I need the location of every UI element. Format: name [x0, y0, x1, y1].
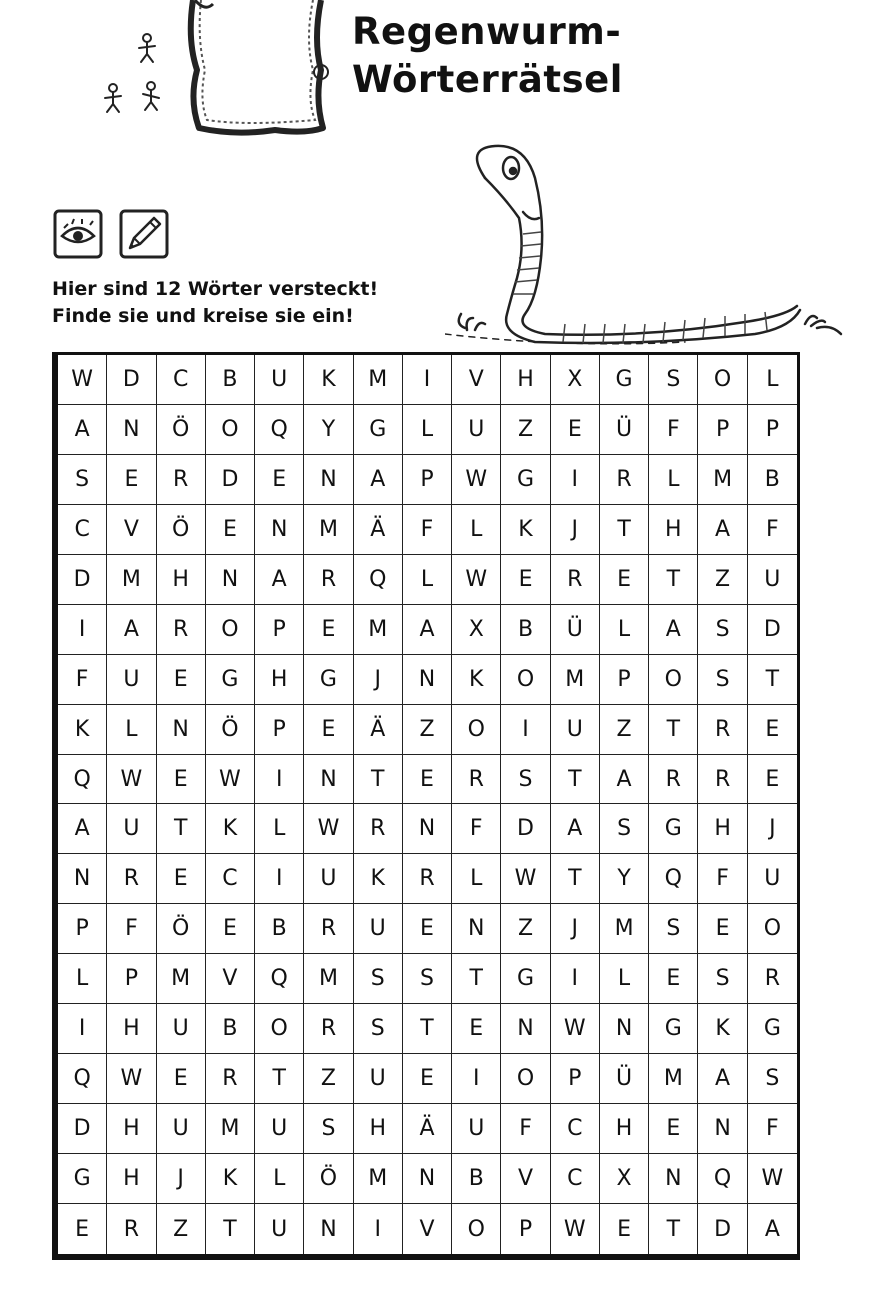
grid-cell[interactable]: T [206, 1204, 255, 1254]
grid-cell[interactable]: R [600, 455, 649, 505]
earthworm-illustration [445, 138, 845, 348]
grid-cell[interactable]: A [551, 804, 600, 854]
grid-cell[interactable]: P [255, 705, 304, 755]
eye-icon [52, 208, 104, 260]
grid-cell[interactable]: J [748, 804, 797, 854]
grid-cell[interactable]: P [403, 455, 452, 505]
grid-cell[interactable]: A [255, 555, 304, 605]
grid-cell[interactable]: A [58, 405, 107, 455]
grid-cell[interactable]: S [748, 1054, 797, 1104]
title-line-2: Wörterrätsel [352, 58, 623, 101]
grid-cell[interactable]: P [255, 605, 304, 655]
grid-cell[interactable]: T [649, 1204, 698, 1254]
grid-cell[interactable]: I [501, 705, 550, 755]
grid-cell[interactable]: J [551, 904, 600, 954]
grid-cell[interactable]: F [452, 804, 501, 854]
grid-cell[interactable]: C [551, 1154, 600, 1204]
grid-cell[interactable]: O [206, 405, 255, 455]
grid-cell[interactable]: V [452, 355, 501, 405]
grid-cell[interactable]: Q [58, 755, 107, 805]
letter-grid [58, 355, 797, 1254]
grid-cell[interactable]: E [600, 1204, 649, 1254]
grid-cell[interactable]: I [452, 1054, 501, 1104]
grid-cell[interactable]: H [698, 804, 747, 854]
grid-cell[interactable]: Ü [600, 1054, 649, 1104]
grid-cell[interactable]: R [452, 755, 501, 805]
grid-cell[interactable]: O [452, 705, 501, 755]
stick-figures-illustration [95, 30, 175, 120]
grid-cell[interactable]: U [748, 854, 797, 904]
grid-cell[interactable]: X [600, 1154, 649, 1204]
grid-cell[interactable]: K [354, 854, 403, 904]
grid-cell[interactable]: A [600, 755, 649, 805]
grid-cell[interactable]: B [206, 1004, 255, 1054]
grid-cell[interactable]: E [157, 1054, 206, 1104]
grid-cell[interactable]: U [748, 555, 797, 605]
grid-cell[interactable]: R [551, 555, 600, 605]
grid-cell[interactable]: U [107, 655, 156, 705]
grid-cell[interactable]: S [403, 954, 452, 1004]
grid-cell[interactable]: Z [304, 1054, 353, 1104]
grid-cell[interactable]: F [58, 655, 107, 705]
word-search-grid [52, 352, 800, 1260]
grid-cell[interactable]: T [551, 755, 600, 805]
grid-cell[interactable]: O [452, 1204, 501, 1254]
grid-cell[interactable]: T [649, 705, 698, 755]
grid-cell[interactable]: E [255, 455, 304, 505]
grid-cell[interactable]: W [551, 1204, 600, 1254]
grid-cell[interactable]: U [157, 1004, 206, 1054]
grid-cell[interactable]: L [403, 555, 452, 605]
grid-cell[interactable]: K [698, 1004, 747, 1054]
grid-cell[interactable]: P [58, 904, 107, 954]
grid-cell[interactable]: K [58, 705, 107, 755]
grid-cell[interactable]: G [501, 455, 550, 505]
grid-cell[interactable]: G [649, 804, 698, 854]
grid-cell[interactable]: G [304, 655, 353, 705]
grid-cell[interactable]: W [501, 854, 550, 904]
grid-cell[interactable]: R [304, 1004, 353, 1054]
grid-cell[interactable]: H [107, 1004, 156, 1054]
grid-cell[interactable]: Ä [354, 705, 403, 755]
grid-cell[interactable]: U [452, 405, 501, 455]
grid-cell[interactable]: I [255, 755, 304, 805]
grid-cell[interactable]: W [107, 755, 156, 805]
grid-cell[interactable]: Ä [403, 1104, 452, 1154]
grid-cell[interactable]: R [304, 904, 353, 954]
grid-cell[interactable]: O [206, 605, 255, 655]
grid-cell[interactable]: E [107, 455, 156, 505]
grid-cell[interactable]: A [764, 1216, 780, 1242]
grid-cell[interactable]: B [255, 904, 304, 954]
grid-cell[interactable]: K [304, 355, 353, 405]
grid-cell[interactable]: R [649, 755, 698, 805]
grid-cell[interactable]: N [157, 705, 206, 755]
grid-cell[interactable]: O [698, 355, 747, 405]
grid-cell[interactable]: A [107, 605, 156, 655]
grid-cell[interactable]: T [255, 1054, 304, 1104]
grid-cell[interactable]: H [255, 655, 304, 705]
grid-cell[interactable]: M [354, 355, 403, 405]
grid-cell[interactable]: V [107, 505, 156, 555]
grid-cell[interactable]: Q [255, 954, 304, 1004]
grid-cell[interactable]: V [403, 1204, 452, 1254]
grid-cell[interactable]: D [501, 804, 550, 854]
grid-cell[interactable]: S [649, 355, 698, 405]
grid-cell[interactable]: L [600, 954, 649, 1004]
grid-cell[interactable]: E [649, 954, 698, 1004]
grid-cell[interactable]: I [551, 455, 600, 505]
grid-cell[interactable]: S [58, 455, 107, 505]
grid-cell[interactable]: C [206, 854, 255, 904]
grid-cell[interactable]: K [452, 655, 501, 705]
grid-cell[interactable]: P [698, 405, 747, 455]
grid-cell[interactable]: Ö [157, 405, 206, 455]
grid-cell[interactable]: K [206, 804, 255, 854]
grid-cell[interactable]: G [600, 355, 649, 405]
instruction-line-2: Finde sie und kreise sie ein! [52, 305, 354, 327]
grid-cell[interactable]: E [403, 904, 452, 954]
grid-cell[interactable]: L [403, 405, 452, 455]
grid-cell[interactable]: Ö [304, 1154, 353, 1204]
decorative-frame-illustration [175, 0, 335, 140]
grid-cell[interactable]: O [501, 1054, 550, 1104]
grid-cell[interactable]: D [107, 355, 156, 405]
grid-cell[interactable]: M [107, 555, 156, 605]
grid-cell[interactable]: B [501, 605, 550, 655]
grid-cell[interactable]: M [551, 655, 600, 705]
grid-cell[interactable]: E [206, 904, 255, 954]
grid-cell[interactable]: T [403, 1004, 452, 1054]
grid-cell[interactable]: U [551, 705, 600, 755]
grid-cell[interactable]: J [157, 1154, 206, 1204]
grid-cell[interactable]: Q [698, 1154, 747, 1204]
grid-cell[interactable]: Z [501, 405, 550, 455]
grid-cell[interactable]: M [304, 954, 353, 1004]
grid-cell[interactable]: E [452, 1004, 501, 1054]
worksheet-title [352, 8, 623, 104]
grid-cell[interactable]: E [501, 555, 550, 605]
grid-cell[interactable]: Z [403, 705, 452, 755]
grid-cell[interactable]: E [157, 854, 206, 904]
grid-cell[interactable]: J [354, 655, 403, 705]
grid-cell[interactable]: F [748, 505, 797, 555]
grid-cell[interactable]: Ü [551, 605, 600, 655]
grid-cell[interactable]: Ö [157, 904, 206, 954]
grid-cell[interactable]: E [600, 555, 649, 605]
grid-cell[interactable]: O [501, 655, 550, 705]
grid-cell[interactable]: T [649, 555, 698, 605]
grid-cell[interactable]: F [649, 405, 698, 455]
pencil-icon [118, 208, 170, 260]
grid-cell[interactable]: S [649, 904, 698, 954]
grid-cell[interactable]: E [403, 755, 452, 805]
grid-cell[interactable]: F [403, 505, 452, 555]
grid-cell[interactable]: D [58, 1104, 107, 1154]
grid-cell[interactable]: B [452, 1154, 501, 1204]
grid-cell[interactable]: Ö [206, 705, 255, 755]
grid-cell[interactable]: H [354, 1104, 403, 1154]
grid-cell[interactable]: G [501, 954, 550, 1004]
grid-cell[interactable]: T [551, 854, 600, 904]
grid-cell[interactable]: H [107, 1104, 156, 1154]
grid-cell[interactable]: Q [255, 405, 304, 455]
grid-cell[interactable]: Q [649, 854, 698, 904]
grid-cell[interactable]: N [403, 655, 452, 705]
grid-cell[interactable]: R [304, 555, 353, 605]
grid-cell[interactable]: V [206, 954, 255, 1004]
grid-cell[interactable]: J [551, 505, 600, 555]
grid-cell[interactable]: G [649, 1004, 698, 1054]
grid-cell[interactable]: O [649, 655, 698, 705]
grid-cell[interactable]: Z [698, 555, 747, 605]
grid-cell[interactable]: N [452, 904, 501, 954]
grid-cell[interactable]: W [551, 1004, 600, 1054]
grid-cell[interactable]: P [748, 405, 797, 455]
grid-cell[interactable]: S [698, 655, 747, 705]
grid-cell[interactable]: T [748, 655, 797, 705]
grid-cell[interactable]: N [304, 455, 353, 505]
grid-cell[interactable]: X [452, 605, 501, 655]
grid-cell[interactable]: F [501, 1104, 550, 1154]
grid-cell[interactable]: W [748, 1154, 797, 1204]
grid-cell[interactable]: H [600, 1104, 649, 1154]
grid-cell[interactable]: S [600, 804, 649, 854]
grid-cell[interactable]: E [698, 904, 747, 954]
grid-cell[interactable]: S [354, 1004, 403, 1054]
instructions [52, 276, 378, 330]
grid-cell[interactable]: E [304, 605, 353, 655]
grid-cell[interactable]: N [649, 1154, 698, 1204]
grid-cell[interactable]: E [403, 1054, 452, 1104]
grid-cell[interactable]: P [501, 1204, 550, 1254]
grid-cell[interactable]: F [698, 854, 747, 904]
grid-cell[interactable]: B [748, 455, 797, 505]
grid-cell[interactable]: E [206, 505, 255, 555]
grid-cell[interactable]: C [551, 1104, 600, 1154]
grid-cell[interactable]: N [304, 755, 353, 805]
grid-cell[interactable]: R [403, 854, 452, 904]
grid-cell[interactable]: I [255, 854, 304, 904]
grid-cell[interactable]: U [107, 804, 156, 854]
grid-cell[interactable]: A [354, 455, 403, 505]
grid-cell[interactable]: R [206, 1054, 255, 1104]
grid-cell[interactable]: U [354, 1054, 403, 1104]
grid-cell[interactable]: N [255, 505, 304, 555]
grid-cell[interactable]: E [157, 755, 206, 805]
grid-cell[interactable]: T [600, 505, 649, 555]
grid-cell[interactable]: L [452, 854, 501, 904]
grid-cell[interactable]: N [107, 405, 156, 455]
grid-cell[interactable]: U [255, 355, 304, 405]
grid-cell[interactable]: Z [600, 705, 649, 755]
grid-cell[interactable]: R [157, 455, 206, 505]
grid-cell[interactable]: A [403, 605, 452, 655]
grid-cell[interactable]: S [501, 755, 550, 805]
grid-cell[interactable]: T [452, 954, 501, 1004]
grid-cell[interactable]: L [600, 605, 649, 655]
grid-cell[interactable]: R [107, 1204, 156, 1254]
grid-cell[interactable]: E [649, 1104, 698, 1154]
grid-cell[interactable]: W [452, 455, 501, 505]
grid-cell[interactable]: E [748, 705, 797, 755]
grid-cell[interactable]: R [748, 954, 797, 1004]
grid-cell[interactable]: M [354, 605, 403, 655]
grid-cell[interactable]: L [748, 355, 797, 405]
grid-cell[interactable]: V [501, 1154, 550, 1204]
grid-cell[interactable]: A [58, 804, 107, 854]
grid-cell[interactable]: W [58, 355, 107, 405]
grid-cell[interactable]: R [157, 605, 206, 655]
grid-cell[interactable]: A [698, 505, 747, 555]
grid-cell[interactable]: P [107, 954, 156, 1004]
grid-cell[interactable]: D [698, 1204, 747, 1254]
grid-cell[interactable]: N [600, 1004, 649, 1054]
grid-cell[interactable]: R [107, 854, 156, 904]
grid-cell[interactable]: M [304, 505, 353, 555]
grid-cell[interactable]: U [452, 1104, 501, 1154]
grid-cell[interactable]: C [157, 355, 206, 405]
grid-cell[interactable]: I [403, 355, 452, 405]
grid-cell[interactable]: N [698, 1104, 747, 1154]
grid-cell[interactable]: Z [157, 1204, 206, 1254]
grid-cell[interactable]: G [58, 1154, 107, 1204]
grid-cell[interactable]: P [600, 655, 649, 705]
grid-cell[interactable]: D [58, 555, 107, 605]
grid-cell[interactable]: S [698, 954, 747, 1004]
grid-cell[interactable]: E [551, 405, 600, 455]
grid-cell[interactable]: G [354, 405, 403, 455]
grid-cell[interactable]: X [551, 355, 600, 405]
grid-cell[interactable]: H [157, 555, 206, 605]
grid-cell[interactable]: N [403, 1154, 452, 1204]
grid-cell[interactable]: Ä [354, 505, 403, 555]
grid-cell[interactable]: R [698, 755, 747, 805]
grid-cell[interactable]: R [354, 804, 403, 854]
grid-cell[interactable]: E [748, 755, 797, 805]
grid-cell[interactable]: Ö [157, 505, 206, 555]
grid-cell[interactable]: P [551, 1054, 600, 1104]
grid-cell[interactable]: E [304, 705, 353, 755]
grid-cell[interactable]: I [58, 605, 107, 655]
grid-cell[interactable]: E [58, 1204, 107, 1254]
grid-cell[interactable]: I [58, 1004, 107, 1054]
grid-cell[interactable]: K [501, 505, 550, 555]
grid-cell[interactable]: G [748, 1004, 797, 1054]
grid-cell[interactable]: E [157, 655, 206, 705]
grid-cell[interactable]: W [304, 804, 353, 854]
grid-cell[interactable]: R [698, 705, 747, 755]
grid-cell[interactable]: U [304, 854, 353, 904]
grid-cell[interactable]: W [107, 1054, 156, 1104]
grid-cell[interactable]: Z [501, 904, 550, 954]
grid-cell[interactable]: K [206, 1154, 255, 1204]
grid-cell[interactable]: F [107, 904, 156, 954]
grid-cell[interactable]: U [255, 1104, 304, 1154]
grid-cell[interactable]: T [157, 804, 206, 854]
grid-cell[interactable]: U [354, 904, 403, 954]
grid-cell[interactable]: L [255, 804, 304, 854]
grid-cell[interactable]: N [304, 1204, 353, 1254]
grid-cell[interactable]: M [649, 1054, 698, 1104]
grid-cell[interactable]: N [501, 1004, 550, 1054]
grid-cell[interactable]: H [649, 505, 698, 555]
grid-cell[interactable]: S [304, 1104, 353, 1154]
grid-cell[interactable]: M [206, 1104, 255, 1154]
grid-cell[interactable]: M [698, 455, 747, 505]
grid-cell[interactable]: D [206, 455, 255, 505]
grid-cell[interactable]: W [206, 755, 255, 805]
grid-cell[interactable]: O [255, 1004, 304, 1054]
grid-cell[interactable]: N [58, 854, 107, 904]
grid-cell[interactable]: D [748, 605, 797, 655]
grid-cell[interactable]: S [698, 605, 747, 655]
grid-cell[interactable]: H [501, 355, 550, 405]
grid-cell[interactable]: L [649, 455, 698, 505]
grid-cell[interactable]: B [206, 355, 255, 405]
grid-cell[interactable]: M [600, 904, 649, 954]
grid-cell[interactable]: Ü [600, 405, 649, 455]
grid-cell[interactable]: U [157, 1104, 206, 1154]
grid-cell[interactable]: N [403, 804, 452, 854]
grid-cell[interactable]: M [157, 954, 206, 1004]
grid-cell[interactable]: L [255, 1154, 304, 1204]
grid-cell[interactable]: L [452, 505, 501, 555]
grid-cell[interactable]: A [698, 1054, 747, 1104]
grid-cell[interactable]: I [354, 1204, 403, 1254]
grid-cell[interactable]: L [58, 954, 107, 1004]
grid-cell[interactable]: Y [304, 405, 353, 455]
grid-cell[interactable]: Q [354, 555, 403, 605]
grid-cell[interactable]: H [107, 1154, 156, 1204]
grid-cell[interactable]: S [354, 954, 403, 1004]
grid-cell[interactable]: U [255, 1204, 304, 1254]
grid-cell[interactable]: C [58, 505, 107, 555]
grid-cell[interactable]: Q [58, 1054, 107, 1104]
grid-cell[interactable]: W [452, 555, 501, 605]
grid-cell[interactable]: I [551, 954, 600, 1004]
grid-cell[interactable]: O [748, 904, 797, 954]
instruction-line-1: Hier sind 12 Wörter versteckt! [52, 278, 379, 300]
grid-cell[interactable]: G [206, 655, 255, 705]
grid-cell[interactable]: T [354, 755, 403, 805]
grid-cell[interactable]: Y [600, 854, 649, 904]
grid-cell[interactable]: M [354, 1154, 403, 1204]
title-line-1: Regenwurm- [352, 10, 622, 53]
grid-cell[interactable]: L [107, 705, 156, 755]
grid-cell[interactable]: A [649, 605, 698, 655]
grid-cell[interactable]: F [748, 1104, 797, 1154]
grid-cell[interactable]: N [206, 555, 255, 605]
